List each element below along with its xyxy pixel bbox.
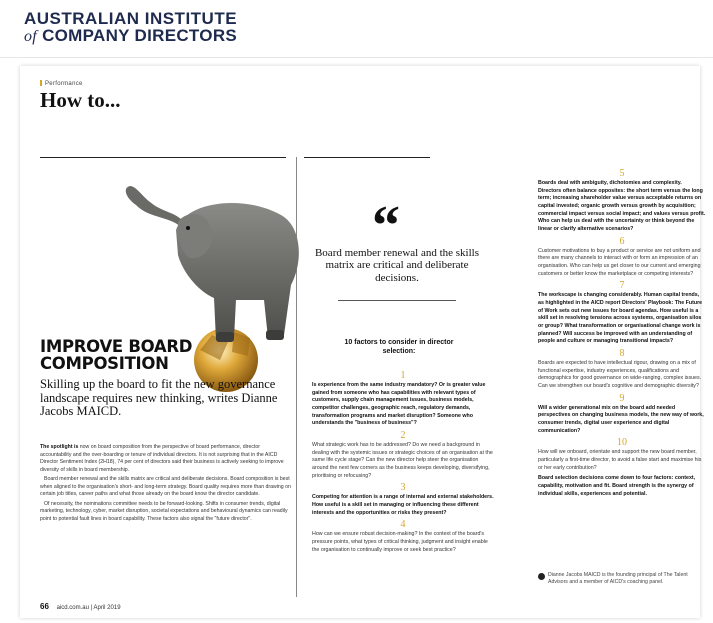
page-footer (40, 602, 121, 611)
body-text: Of necessity, the nominations committee needs to be forward-looking. Shifts in consumer trends, digital marketing, technology, cyber, market disruption, societal expectations and behavioural dynamics can readily point to potential fault lines in board capability. These factors also signal the "future director". (40, 500, 288, 522)
pull-quote-rule (338, 300, 456, 301)
factor-number: 2 (400, 430, 406, 442)
logo-of: of (24, 28, 38, 45)
factor-text: How can we ensure robust decision-making? In the context of the board's pressure points, what types of critical thinking, judgment and insight enable the organisation to continually improve or seek best practice? (312, 531, 488, 553)
top-rule-left (40, 157, 286, 158)
masthead (0, 0, 713, 58)
conclusion: Board selection decisions come down to four factors: context, capability, motivation and fit. Board strength is the synergy of individual skills, experiences and potential. (538, 475, 696, 497)
article-body (40, 444, 292, 525)
factor-text: Boards are expected to have intellectual rigour, drawing on a mix of functional expertise, industry experiences, qualifications and demographics for good governance on wide-ranging, complex issues. Can we strengthen our board's cognitive and demographic diversity? (538, 360, 702, 390)
bio-text: Dianne Jacobs MAICD is the founding principal of The Talent Advisors and a member of AICD's coaching panel. (548, 572, 688, 586)
aicd-logo[interactable] (24, 10, 237, 45)
factor-number: 1 (400, 370, 406, 381)
body-text: Board member renewal and the skills matrix are critical and deliberate decisions. Board composition is best when aligned to the organisation's short- and long-term strategy. Board quality requires more than drawing on certain job titles, career paths and what those already on the board know the director candidate. (40, 476, 291, 498)
factor-number: 9 (619, 392, 625, 404)
body-text: now on board composition from the perspective of board performance, director accountability and the over-boarding or tenure of individual directors. It is not surprising that in the AICD Director Sentiment Index (2H18), 74 per cent of directors said their business is actively seeking to improve diversity of skills in board membership. (40, 444, 284, 473)
quote-mark-icon: “ (372, 195, 400, 257)
pull-quote: Board member renewal and the skills matrix are critical and deliberate decisions. (314, 247, 480, 284)
factor-item (312, 519, 494, 554)
standfirst: Skilling up the board to fit the new governance landscape requires new thinking, writes Dianne Jacobs MAICD. (40, 377, 278, 418)
factor-item (538, 236, 706, 279)
body-lead: The spotlight is (40, 444, 79, 450)
factor-number: 7 (619, 280, 625, 292)
factor-bold: Will a wider generational mix on the board add needed perspectives on changing business models, the new way of work, consumer trends, digital user experience and digital communication? (538, 404, 704, 434)
logo-line-2 (24, 27, 237, 45)
body-paragraph (40, 476, 292, 499)
factor-number: 3 (400, 482, 406, 494)
section-title: How to... (40, 88, 121, 112)
factor-bold: Is experience from the same industry mandatory? Or is greater value gained from someone who has capabilities with relevant types of customers, supply chain management issues, business models, competitor challenges, geographic reach, regulatory demands, transformation programs and market disruption? Someone who understands the "business of business"? (312, 382, 486, 427)
factor-number: 10 (617, 437, 627, 449)
page-number: 66 (40, 602, 49, 611)
top-rule-mid (304, 157, 430, 158)
factor-bold: Boards deal with ambiguity, dichotomies and complexity. Directors often balance opposites: the short term versus the long term; increasing shareholder value versus acceptable returns on capital invested; organic growth versus growth by acquisition; commercial impact versus social impact; and values versus profit. Who can help us deal with the uncertainty or think beyond the linear or clarify alternative scenarios? (538, 180, 706, 233)
body-paragraph (40, 501, 292, 524)
footer-date: April 2019 (93, 605, 121, 611)
factor-text: How will we onboard, orientate and support the new board member, particularly a first-time director, to avoid a false start and maximise his or her early contribution? (538, 449, 702, 471)
logo-line-2-text: COMPANY DIRECTORS (42, 26, 238, 45)
factor-bold: The workscape is changing considerably. Human capital trends, as highlighted in the AICD report Directors' Playbook: The Future of Work sets out new issues for board agendas. How useful is a skill set in resolving tensions across systems, organisation silos or group? What transformation or organisational change work is planned? Will success be improved with an understanding of people and culture or managing transitional impacts? (538, 292, 703, 345)
footer-site[interactable]: aicd.com.au (56, 605, 89, 611)
factor-text: What strategic work has to be addressed? Do we need a background in dealing with the systemic issues or strategic choices of an organisation at the same life cycle stage? Can the new director help steer the organisation around the next few corners as the business keeps developing, diversifying, prioritising or refocusing? (312, 442, 493, 479)
factor-item (312, 482, 494, 517)
factors-title: 10 factors to consider in director selection: (344, 339, 454, 355)
factor-item (538, 168, 706, 234)
factors-column-middle (312, 368, 494, 555)
factor-item (312, 430, 494, 480)
body-paragraph (40, 444, 292, 474)
footer-separator: | (90, 605, 93, 611)
section-name: Performance (45, 81, 83, 87)
factor-number: 5 (619, 168, 625, 179)
factor-item (312, 370, 494, 428)
author-icon (538, 573, 545, 580)
factor-item (538, 437, 706, 472)
factors-column-right (538, 166, 706, 499)
factor-number: 8 (619, 348, 625, 360)
author-bio (538, 572, 706, 586)
factor-bold: Competing for attention is a range of internal and external stakeholders. How useful is a skill set in managing or influencing these different interests and the opportunities or risks they present? (312, 494, 494, 516)
factor-text: Customer motivations to buy a product or service are not uniform and there are many channels to interact with or form an impression of an organisation. Who can help us get closer to our current and emerging customers or better know the marketplace or competing interests? (538, 247, 701, 277)
factor-number: 4 (400, 519, 406, 531)
factor-item (538, 280, 706, 346)
factor-item (538, 348, 706, 391)
headline: IMPROVE BOARD COMPOSITION (40, 337, 193, 374)
section-bar (40, 80, 42, 86)
factor-item (538, 393, 706, 436)
factor-number: 6 (619, 235, 625, 247)
logo-line-1: AUSTRALIAN INSTITUTE (24, 9, 238, 28)
section-label (40, 80, 83, 87)
